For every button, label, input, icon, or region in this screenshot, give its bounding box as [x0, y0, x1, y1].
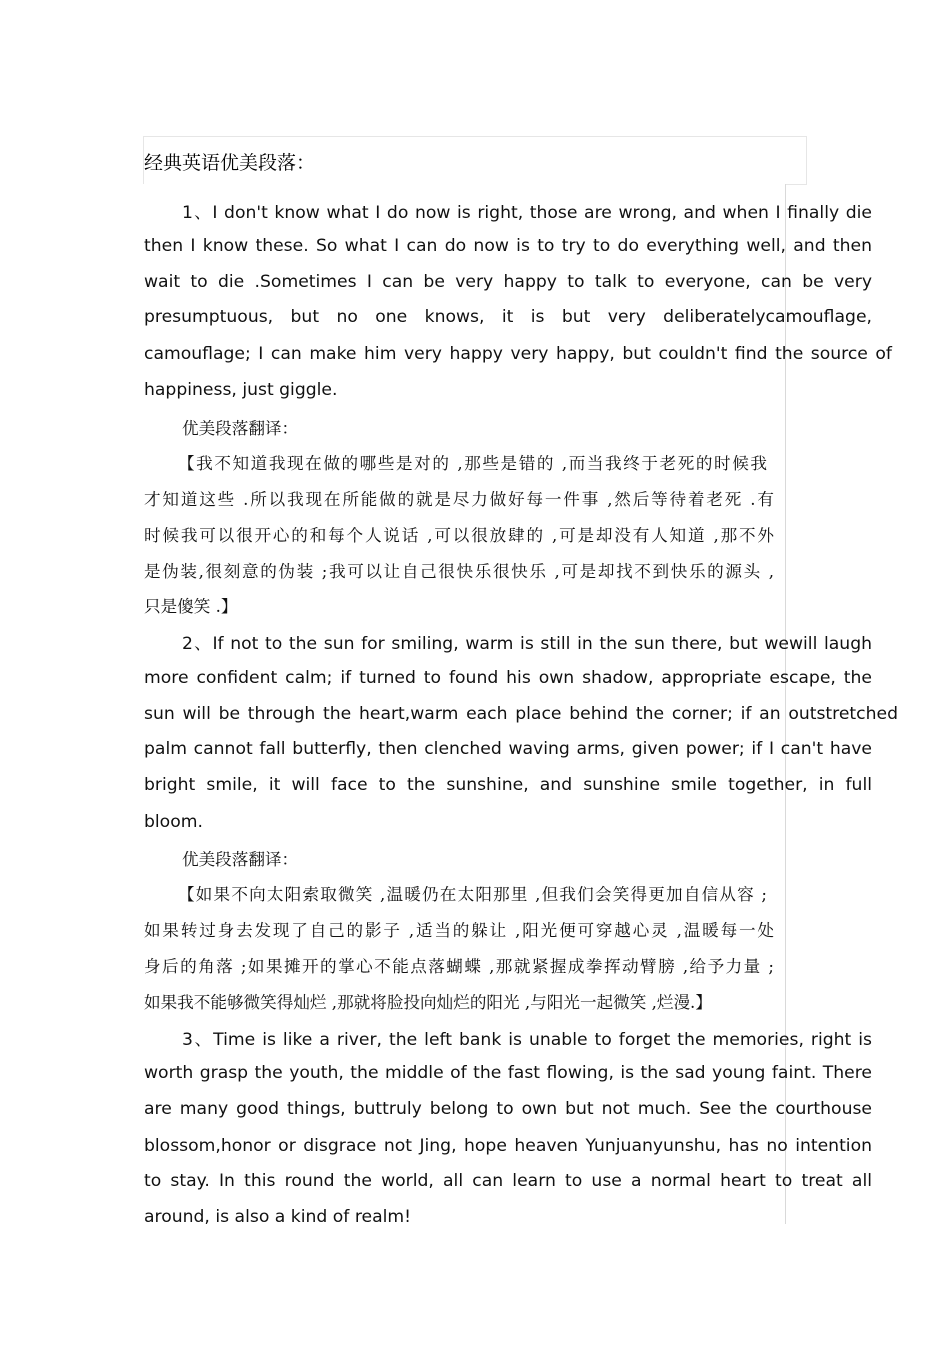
translation-2-line-4: 如果我不能够微笑得灿烂 ,那就将脸投向灿烂的阳光 ,与阳光一起微笑 ,烂漫.】: [144, 993, 712, 1012]
paragraph-1-line-2: then I know these. So what I can do now is to try to do everything well, and then: [144, 236, 872, 256]
paragraph-2-line-4: palm cannot fall butterfly, then clenched waving arms, given power; if I can't have: [144, 739, 872, 759]
translation-1-line-1: 【我不知道我现在做的哪些是对的 ,那些是错的 ,而当我终于老死的时候我: [178, 454, 767, 473]
paragraph-2-line-1: 2、If not to the sun for smiling, warm is still in the sun there, but wewill laugh: [182, 634, 872, 654]
translation-1-line-5: 只是傻笑 .】: [144, 597, 238, 616]
paragraph-2-line-3: sun will be through the heart,warm each place behind the corner; if an outstretched: [144, 704, 898, 724]
paragraph-2-line-2: more confident calm; if turned to found his own shadow, appropriate escape, the: [144, 668, 872, 688]
translation-1-line-2: 才知道这些 .所以我现在所能做的就是尽力做好每一件事 ,然后等待着老死 .有: [144, 490, 774, 509]
translation-heading-1: 优美段落翻译：: [182, 419, 299, 438]
paragraph-3-line-6: around, is also a kind of realm!: [144, 1207, 412, 1227]
paragraph-1-line-3: wait to die .Sometimes I can be very happy to talk to everyone, can be very: [144, 272, 872, 292]
translation-2-line-2: 如果转过身去发现了自己的影子 ,适当的躲让 ,阳光便可穿越心灵 ,温暖每一处: [144, 921, 774, 940]
paragraph-1-line-4: presumptuous, but no one knows, it is but very deliberatelycamouflage,: [144, 307, 872, 327]
translation-1-line-3: 时候我可以很开心的和每个人说话 ,可以很放肆的 ,可是却没有人知道 ,那不外: [144, 526, 774, 545]
text-frame-notch: [785, 184, 807, 185]
paragraph-3-line-5: to stay. In this round the world, all can learn to use a normal heart to treat all: [144, 1171, 872, 1191]
paragraph-1-line-1: 1、I don't know what I do now is right, those are wrong, and when I finally die: [182, 203, 872, 223]
paragraph-3-line-4: blossom,honor or disgrace not Jing, hope heaven Yunjuanyunshu, has no intention: [144, 1136, 872, 1156]
paragraph-1-line-5: camouflage; I can make him very happy very happy, but couldn't find the source of: [144, 344, 892, 364]
paragraph-2-line-6: bloom.: [144, 812, 203, 832]
paragraph-1-line-6: happiness, just giggle.: [144, 380, 338, 400]
translation-2-line-1: 【如果不向太阳索取微笑 ,温暖仍在太阳那里 ,但我们会笑得更加自信从容 ;: [178, 885, 767, 904]
translation-2-line-3: 身后的角落 ;如果摊开的掌心不能点落蝴蝶 ,那就紧握成拳挥动臂膀 ,给予力量 ;: [144, 957, 774, 976]
translation-heading-2: 优美段落翻译：: [182, 850, 299, 869]
paragraph-2-line-5: bright smile, it will face to the sunshine, and sunshine smile together, in full: [144, 775, 872, 795]
translation-1-line-4: 是伪装,很刻意的伪装 ;我可以让自己很快乐很快乐 ,可是却找不到快乐的源头 ,: [144, 562, 774, 581]
paragraph-3-line-3: are many good things, buttruly belong to own but not much. See the courthouse: [144, 1099, 872, 1119]
paragraph-3-line-1: 3、Time is like a river, the left bank is unable to forget the memories, right is: [182, 1030, 872, 1050]
paragraph-3-line-2: worth grasp the youth, the middle of the fast flowing, is the sad young faint. There: [144, 1063, 872, 1083]
document-title: 经典英语优美段落：: [144, 152, 316, 174]
